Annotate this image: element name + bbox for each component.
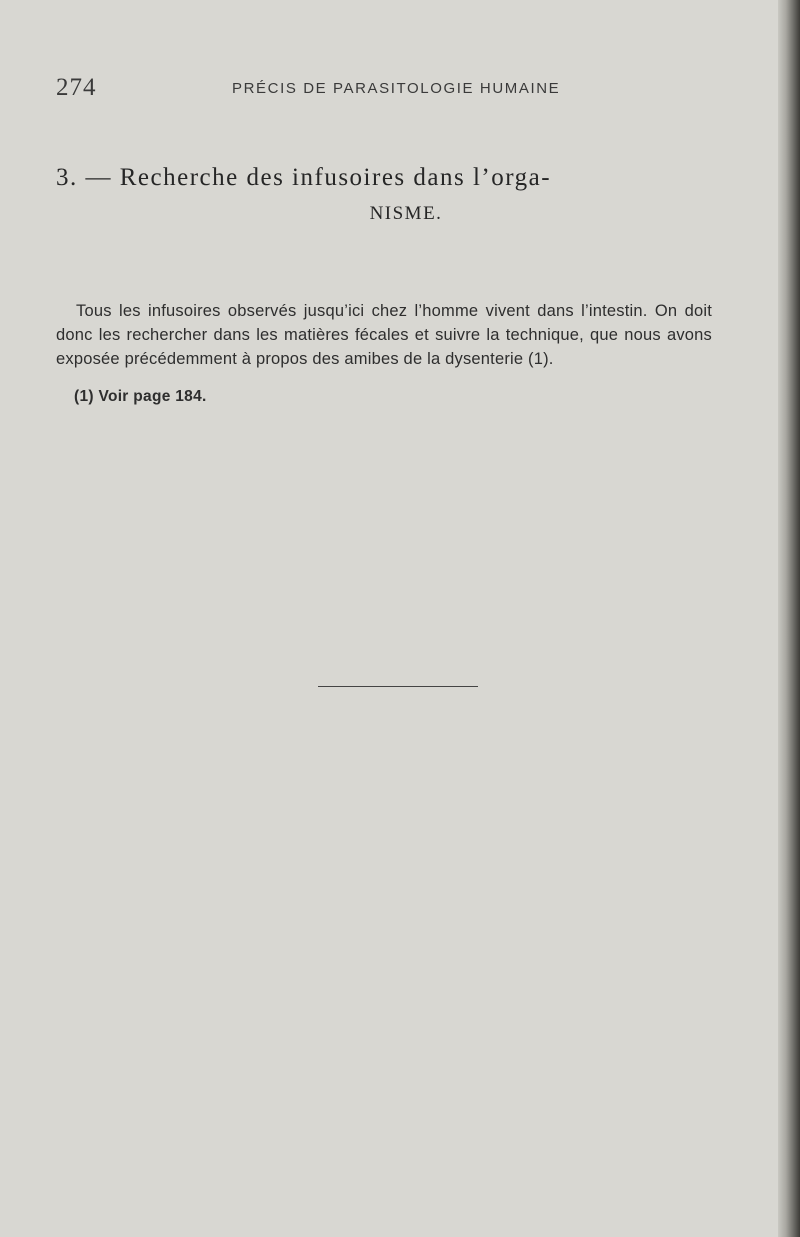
section-heading-line-2: NISME. — [369, 203, 443, 224]
footnote: (1) Voir page 184. — [74, 388, 207, 405]
section-heading — [56, 160, 746, 232]
page-edge-shadow — [778, 0, 800, 1237]
body-paragraph: Tous les infusoires observés jusqu’ici chez l’homme vivent dans l’intestin. On doit donc les rechercher dans les matières fécales et suivre la technique, que nous avons exposée précédemment à propos des amibes de la dysenterie (1). — [56, 301, 712, 368]
running-head: PRÉCIS DE PARASITOLOGIE HUMAINE — [232, 80, 561, 97]
end-rule — [318, 686, 478, 687]
page-number: 274 — [56, 74, 97, 101]
section-heading-line-1: 3. — Recherche des infusoires dans l’orga- — [56, 164, 552, 191]
